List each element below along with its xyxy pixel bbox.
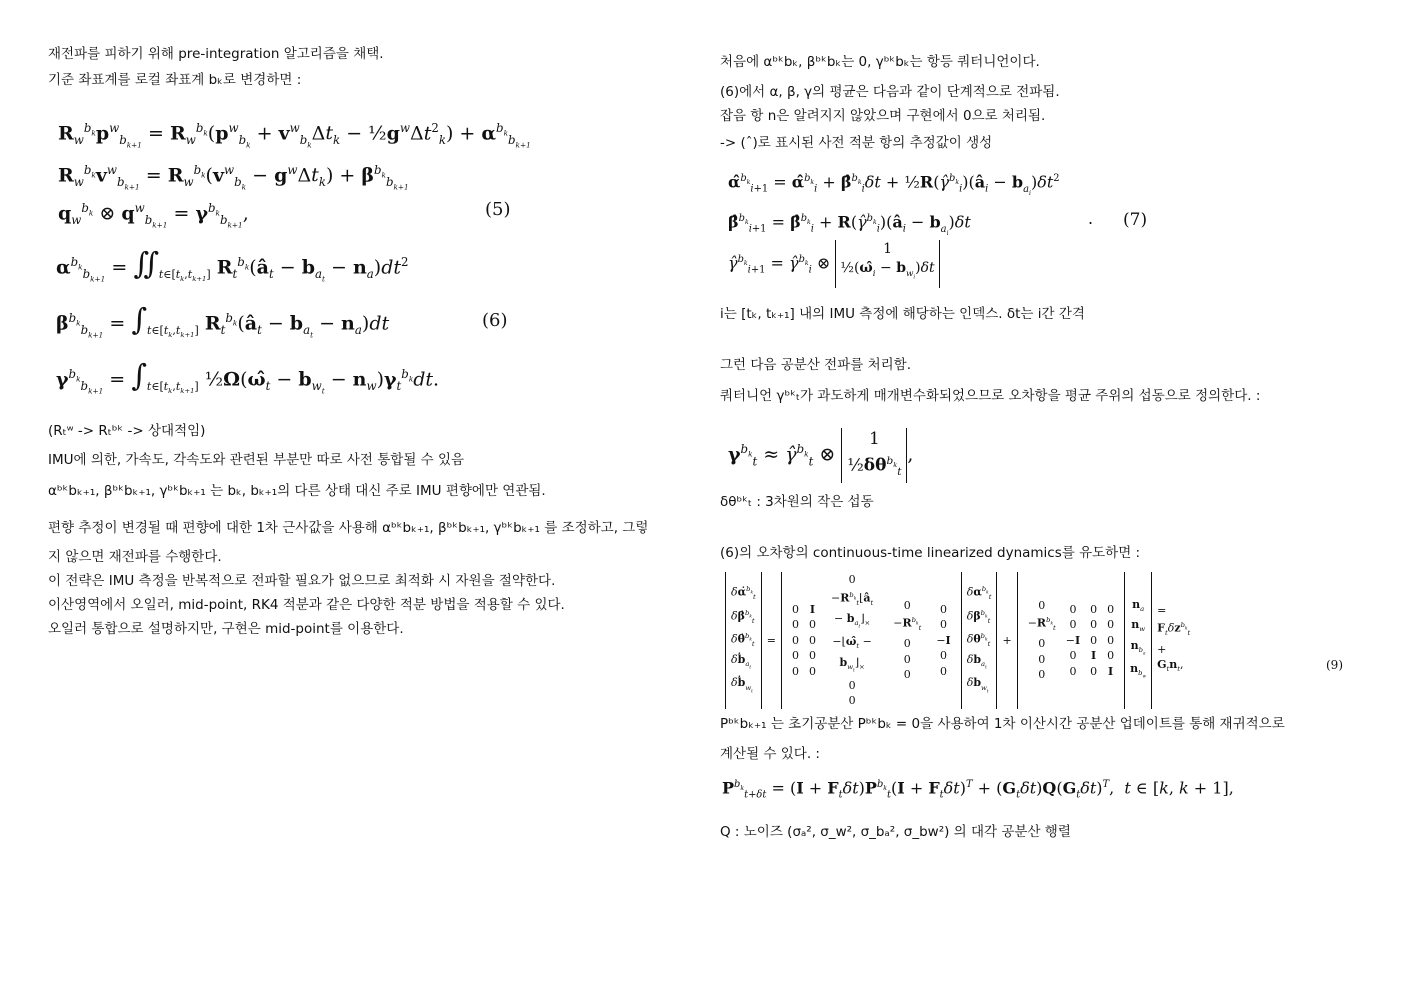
text-line: 오일러 통합으로 설명하지만, 구현은 mid-point를 이용한다. bbox=[48, 621, 404, 637]
equation-perturbation: $\gamma^{b_k}_t$ ≈ γ̂$^{b_k}_t$ ⊗ 1 $\frac{1}{2}\delta\theta^{b_k}_t$, bbox=[728, 428, 913, 483]
text-line: 지 않으면 재전파를 수행한다. bbox=[48, 549, 222, 565]
text-line: αᵇᵏbₖ₊₁, βᵇᵏbₖ₊₁, γᵇᵏbₖ₊₁ 는 bₖ, bₖ₊₁의 다른 상태 대신 주로 IMU 편향에만 연관됨. bbox=[48, 483, 546, 499]
text-line: (6)의 오차항의 continuous-time linearized dynamics를 유도하면 : bbox=[720, 545, 1141, 561]
equation-7-period: . bbox=[1088, 209, 1094, 228]
equation-5-row1: $R_w^{b_k}p^w_{b_{k+1}} = R_w^{b_k}(p^w_{b_k} + v^w_{b_k}\Delta t_k$ − $\frac{1}{2}g^w\Delta t^2_k) + \alpha^{b_k}_{b_{k+1}}$ bbox=[58, 121, 531, 150]
text-line: 편향 추정이 변경될 때 편향에 대한 1차 근사값을 사용해 αᵇᵏbₖ₊₁, βᵇᵏbₖ₊₁, γᵇᵏbₖ₊₁ 를 조정하고, 그렇 bbox=[48, 520, 649, 536]
f-matrix: 0 0 0 0 0 I 0 0 0 0 0 $-R^{b_k}_t⌊â_t$ − $b_{a_t}⌋_\times$ $-⌊\omegâ_t$ − $b_{w_t}⌋_\times$ 0 0 0 $-R^{b_k}_t$ 0 0 0 0 0 −I 0 0 bbox=[782, 572, 962, 709]
text-line: Pᵇᵏbₖ₊₁ 는 초기공분산 Pᵇᵏbₖ = 0을 사용하여 1차 이산시간 공분산 업데이트를 통해 재귀적으로 bbox=[720, 716, 1285, 732]
state-derivative-vector: δα̇$^{b_k}_t$ δβ̇$^{b_k}_t$ δθ̇$^{b_k}_t$ δḃ$_{a_t}$ δḃ$_{w_t}$ bbox=[726, 572, 762, 709]
text-line: -> (ˆ)로 표시된 사전 적분 항의 추정값이 생성 bbox=[720, 135, 993, 151]
g-matrix: 0 $-R^{b_k}_t$ 0 0 0 0 0 −I 0 0 0 0 0 I 0 0 0 0 0 I bbox=[1017, 572, 1124, 709]
equation-9-block: δα̇$^{b_k}_t$ δβ̇$^{b_k}_t$ δθ̇$^{b_k}_t$ δḃ$_{a_t}$ δḃ$_{w_t}$ = 0 0 0 0 0 I 0 0 0 0 0 $-R^{b_k}_t⌊â_t$ − $b_{a_t}⌋_\times$ $-⌊\omegâ_t$ − $b_{w_t}⌋_\times$ 0 0 0 $-R^{b_k}_t$ 0 0 0 0 0 −I 0 0 $\delta\alpha^{b_k}_t$ $\delta\beta^{b_k}_t$ $\delta\theta^{b_k}_t$ $\delta b_{a_t}$ $\delta b_{w_t}$ + 0 $-R^{b_k}_t$ 0 0 0 0 0 −I 0 0 0 0 0 I 0 0 0 0 0 I $n_a$ $n_w$ $n_{b_a}$ $n_{b_w}$ = $F_t\delta z^{b_k}_t + G_tn_t$, bbox=[725, 572, 1195, 709]
text-line: IMU에 의한, 가속도, 각속도와 관련된 부분만 따로 사전 통합될 수 있음 bbox=[48, 452, 465, 468]
text-line: 계산될 수 있다. : bbox=[720, 746, 820, 762]
text-line: 이 전략은 IMU 측정을 반복적으로 전파할 필요가 없으므로 최적화 시 자원을 절약한다. bbox=[48, 573, 556, 589]
equation-6-gamma: $\gamma^{b_k}_{b_{k+1}} = \int_{t\in[t_k,t_{k+1}]}$ $\frac{1}{2}\Omega(\omegâ_t - b_{w_t} - n_w)\gamma_t^{b_k}dt$. bbox=[56, 358, 440, 396]
noise-vector: $n_a$ $n_w$ $n_{b_a}$ $n_{b_w}$ bbox=[1125, 572, 1152, 709]
text-line: 처음에 αᵇᵏbₖ, βᵇᵏbₖ는 0, γᵇᵏbₖ는 항등 쿼터니언이다. bbox=[720, 54, 1040, 70]
text-line: i는 [tₖ, tₖ₊₁] 내의 IMU 측정에 해당하는 인덱스. δt는 i간 간격 bbox=[720, 306, 1085, 322]
equation-5-row2: $R_w^{b_k}v^w_{b_{k+1}} = R_w^{b_k}(v^w_{b_k} - g^w\Delta t_k) + \beta^{b_k}_{b_{k+1}}$ bbox=[58, 163, 409, 192]
text-line: Q : 노이즈 (σₐ², σ_w², σ_bₐ², σ_bw²) 의 대각 공분산 행렬 bbox=[720, 824, 1071, 840]
equation-number: (5) bbox=[485, 199, 511, 220]
text-line: 쿼터니언 γᵇᵏₜ가 과도하게 매개변수화되었으므로 오차항을 평균 주위의 섭동으로 정의한다. : bbox=[720, 388, 1261, 404]
text-line: (6)에서 α, β, γ의 평균은 다음과 같이 단계적으로 전파됨. bbox=[720, 84, 1060, 100]
equation-number: (6) bbox=[482, 310, 508, 331]
equation-covariance-update: $P^{b_k}_{t+\delta t} = (I + F_t\delta t)P^{b_k}_t(I + F_t\delta t)^T + (G_t\delta t)Q(G_t\delta t)^T$, t ∈ [k, k + 1], bbox=[722, 778, 1234, 801]
text-line: δθᵇᵏₜ : 3차원의 작은 섭동 bbox=[720, 494, 874, 510]
equation-6-beta: $\beta^{b_k}_{b_{k+1}} = \int_{t\in[t_k,t_{k+1}]}$ $R_t^{b_k}(â_t - b_{a_t} - n_a)dt$ bbox=[56, 302, 390, 340]
text-line: 잡음 항 n은 알려지지 않았으며 구현에서 0으로 처리됨. bbox=[720, 108, 1046, 124]
text-line: 그런 다음 공분산 전파를 처리함. bbox=[720, 357, 911, 373]
text-line: 이산영역에서 오일러, mid-point, RK4 적분과 같은 다양한 적분 방법을 적용할 수 있다. bbox=[48, 597, 565, 613]
text-line: 재전파를 피하기 위해 pre-integration 알고리즘을 채택. bbox=[48, 46, 384, 62]
equation-7-beta: β̂$^{b_k}_{i+1}$ = β̂$^{b_k}_i$ + $R(\gammâ^{b_k}_i)(â_i - b_{a_i})\delta t$ bbox=[728, 212, 971, 237]
equation-number: (9) bbox=[1326, 658, 1343, 672]
text-line: 기준 좌표계를 로컬 좌표계 bₖ로 변경하면 : bbox=[48, 72, 302, 88]
equation-7-alpha: α̂$^{b_k}_{i+1}$ = α̂$^{b_k}_i$ + β̂$^{b_k}_i$δt + $\frac{1}{2}R(\gammâ^{b_k}_i)(â_i - b_{a_i})\delta t^2$ bbox=[728, 172, 1060, 197]
equation-5-row3: $q_w^{b_k}$ ⊗ $q^w_{b_{k+1}} = \gamma^{b_k}_{b_{k+1}}$, bbox=[58, 201, 249, 230]
equation-7-gamma: γ̂$^{b_k}_{i+1}$ = γ̂$^{b_k}_i$ ⊗ 1 $\frac{1}{2}(\omegâ_i - b_{w_i})\delta t$ bbox=[728, 240, 940, 288]
equation-number: (7) bbox=[1123, 210, 1148, 230]
equation-6-alpha: $\alpha^{b_k}_{b_{k+1}}$ = $∬_{t\in[t_k,t_{k+1}]}$ $R_t^{b_k}(â_t - b_{a_t} - n_a)dt^2$ bbox=[56, 246, 409, 284]
text-line: (Rₜʷ -> Rₜᵇᵏ -> 상대적임) bbox=[48, 423, 206, 439]
state-vector: $\delta\alpha^{b_k}_t$ $\delta\beta^{b_k}_t$ $\delta\theta^{b_k}_t$ $\delta b_{a_t}$ $\delta b_{w_t}$ bbox=[961, 572, 997, 709]
